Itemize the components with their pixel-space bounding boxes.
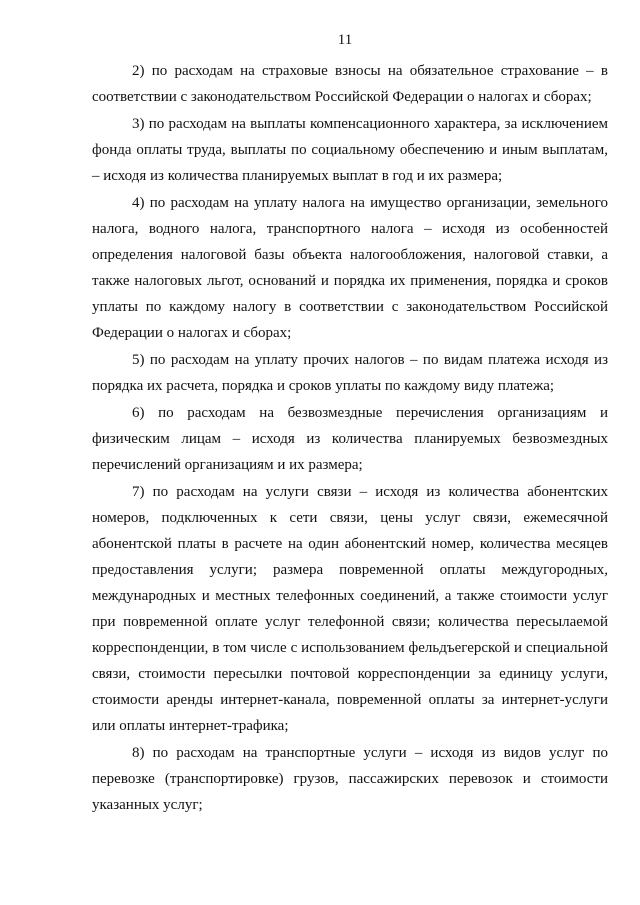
paragraph-item-5: 5) по расходам на уплату прочих налогов – по видам платежа исходя из порядка их расчета, порядка и сроков уплаты по каждому виду платежа; [92, 352, 608, 394]
paragraph-item-2: 2) по расходам на страховые взносы на обязательное страхование – в соответствии с законодательством Российской Федерации о налогах и сборах; [92, 63, 608, 105]
paragraph-item-4: 4) по расходам на уплату налога на имущество организации, земельного налога, водного налога, транспортного налога – исходя из особенностей определения налоговой базы объекта налогообложения, налоговой ставки, а также налоговых льгот, оснований и порядка их применения, порядка и сроков уплаты по каждому налогу в соответствии с законодательством Российской Федерации о налогах и сборах; [92, 195, 608, 341]
paragraph-item-6: 6) по расходам на безвозмездные перечисления организациям и физическим лицам – исходя из количества планируемых безвозмездных перечислений организациям и их размера; [92, 405, 608, 473]
page-number: 11 [337, 32, 353, 48]
paragraph-item-7: 7) по расходам на услуги связи – исходя из количества абонентских номеров, подключенных к сети связи, цены услуг связи, ежемесячной абонентской платы в расчете на один абонентский номер, количества месяцев предоставления услуги; размера повременной оплаты междугородных, международных и местных телефонных соединений, а также стоимости услуг при повременной оплате услуг телефонной связи; количества пересылаемой корреспонденции, в том числе с использованием фельдъегерской и специальной связи, стоимости пересылки почтовой корреспонденции за единицу услуги, стоимости аренды интернет-канала, повременной оплаты за интернет-услуги или оплаты интернет-трафика; [92, 484, 608, 734]
paragraph-item-3: 3) по расходам на выплаты компенсационного характера, за исключением фонда оплаты труда, выплаты по социальному обеспечению и иным выплатам, – исходя из количества планируемых выплат в год и их размера; [92, 116, 608, 184]
document-body [92, 58, 608, 818]
paragraph-item-8: 8) по расходам на транспортные услуги – исходя из видов услуг по перевозке (транспортировке) грузов, пассажирских перевозок и стоимости указанных услуг; [92, 745, 608, 813]
